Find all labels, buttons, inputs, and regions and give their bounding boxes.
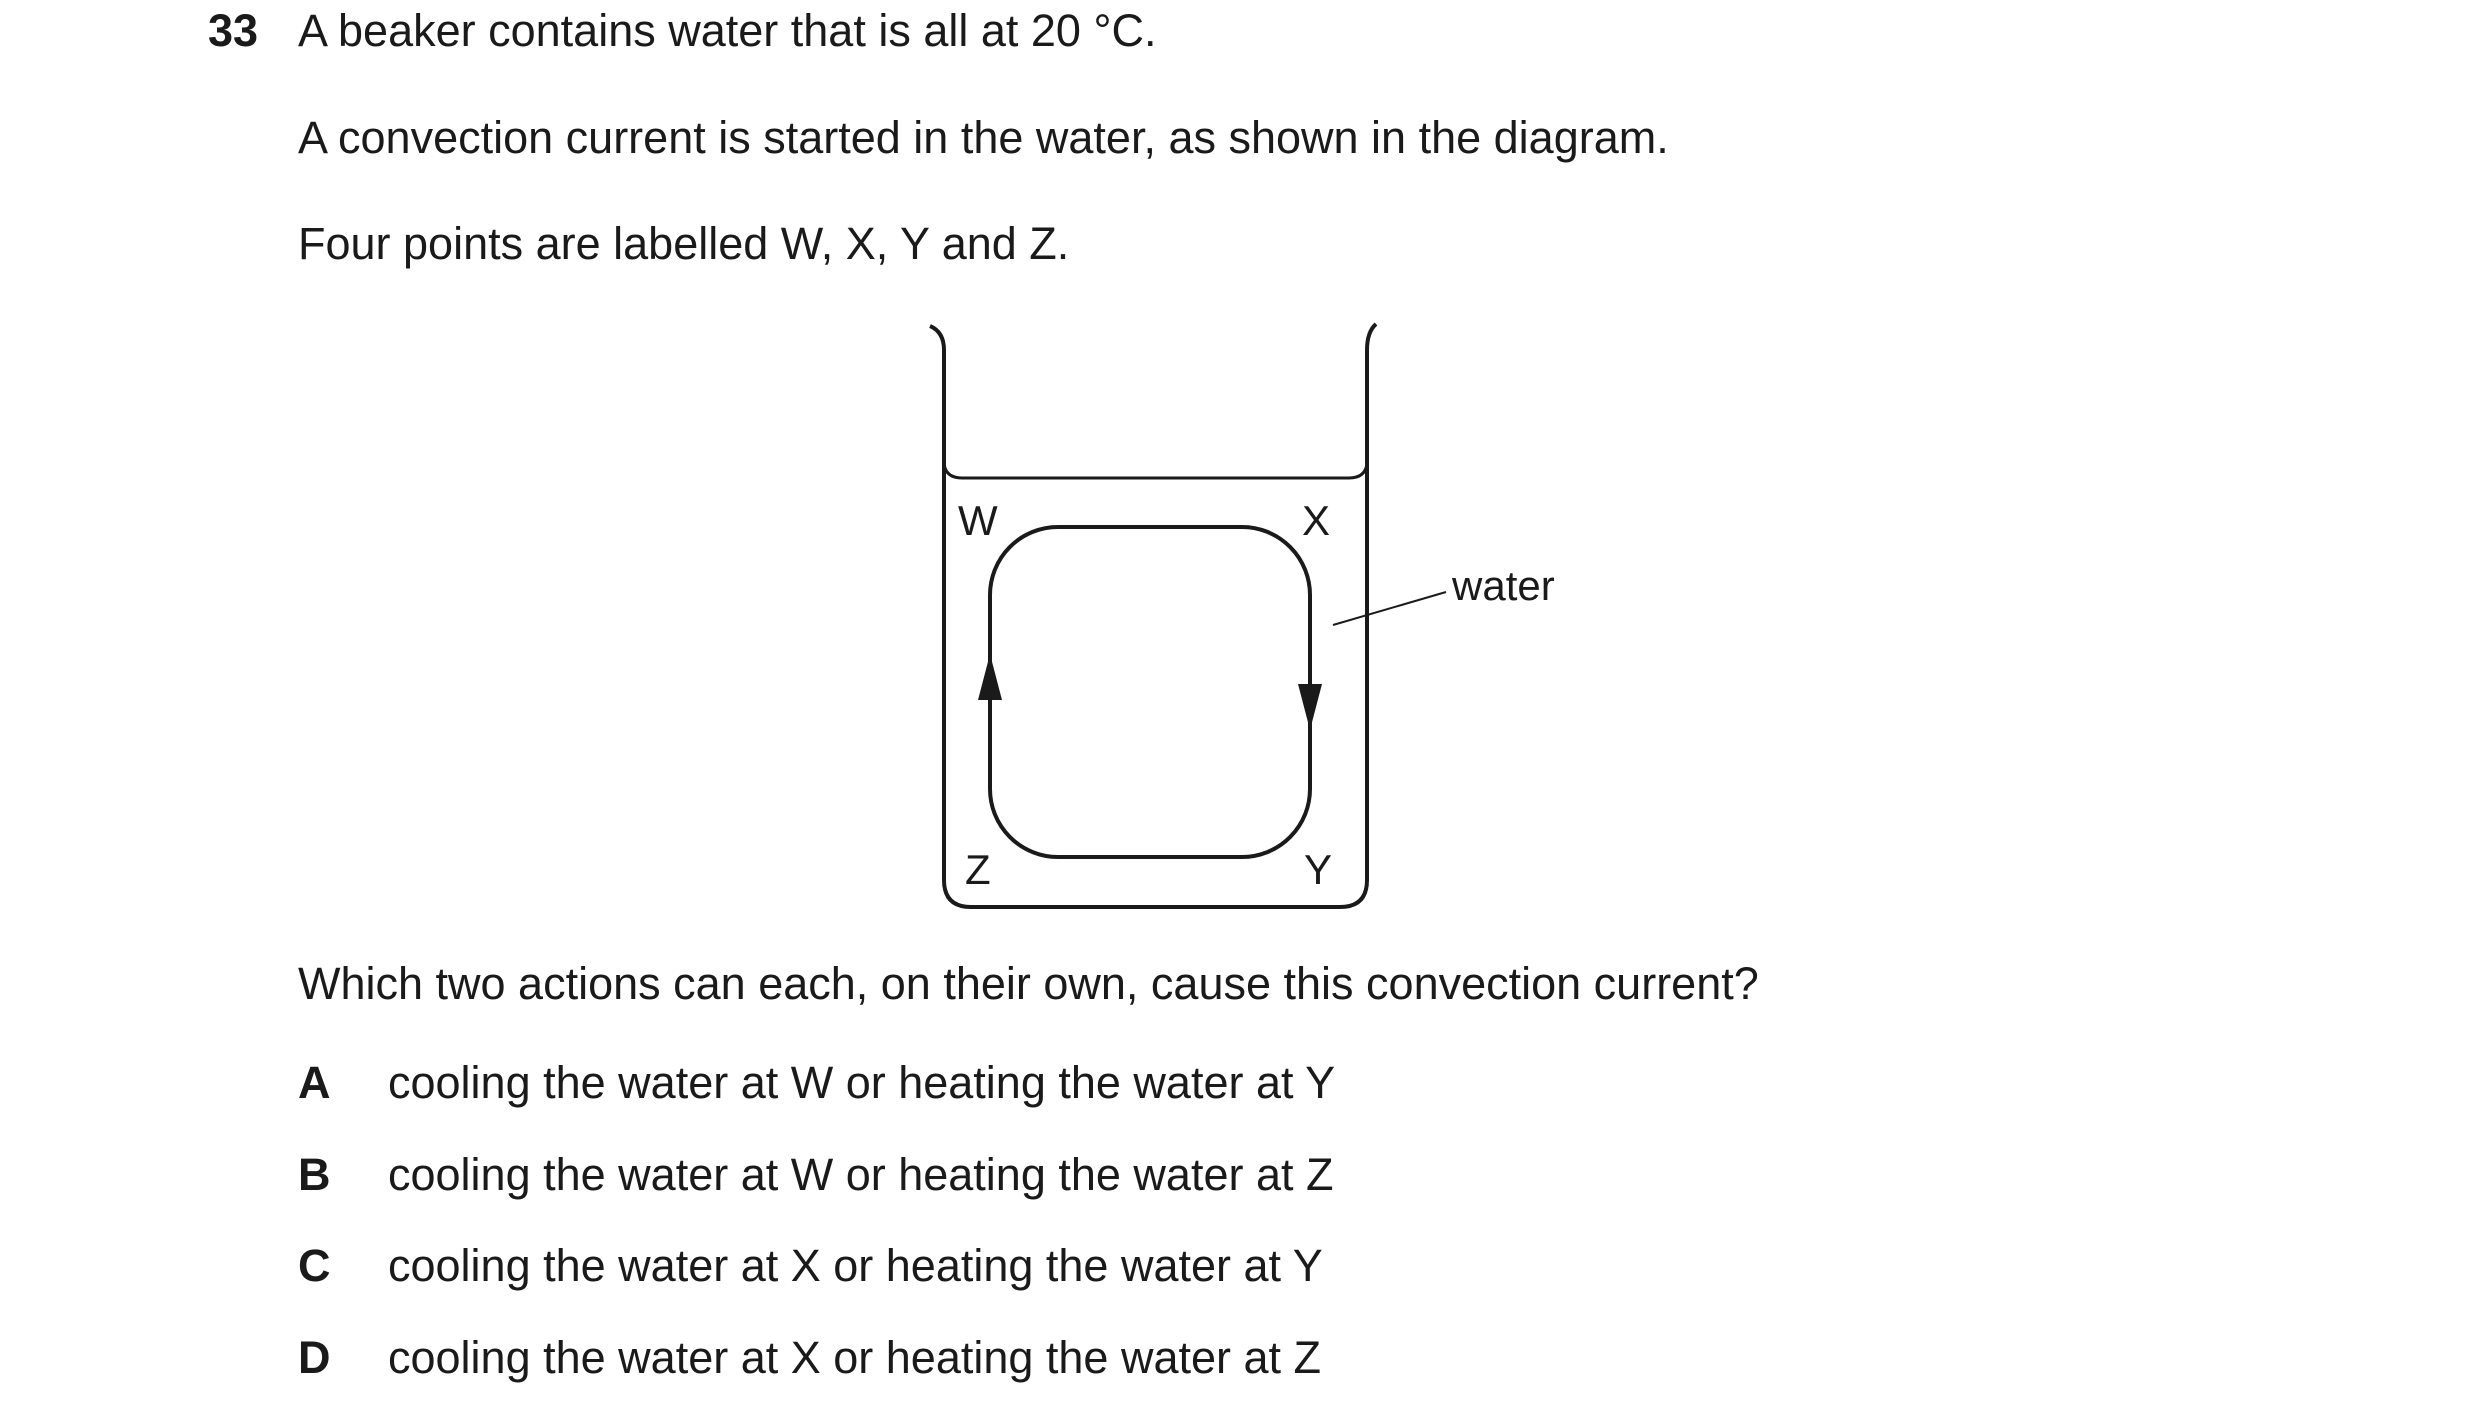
label-w: W [958,497,998,544]
water-leader-line [1333,592,1446,625]
label-x: X [1302,497,1331,544]
option-text: cooling the water at W or heating the water at Z [388,1149,1334,1200]
option-text: cooling the water at W or heating the water at Y [388,1057,1336,1108]
option-letter: C [298,1240,331,1291]
option-text: cooling the water at X or heating the water at Y [388,1240,1323,1291]
question-stem-line2: A convection current is started in the water, as shown in the diagram. [298,112,1669,163]
convection-current-loop [990,527,1310,857]
question-stem-line3: Four points are labelled W, X, Y and Z. [298,218,1070,269]
option-text: cooling the water at X or heating the water at Z [388,1332,1322,1383]
question-prompt: Which two actions can each, on their own, cause this convection current? [298,958,1759,1009]
arrow-up-icon [978,654,1002,700]
label-y: Y [1304,846,1333,893]
water-surface [944,464,1367,478]
arrow-down-icon [1298,684,1322,730]
question-number: 33 [208,5,259,56]
option-letter: B [298,1149,331,1200]
option-letter: D [298,1332,331,1383]
label-water: water [1452,562,1555,609]
label-z: Z [965,846,991,893]
option-letter: A [298,1057,331,1108]
question-stem-line1: A beaker contains water that is all at 20 °C. [298,5,1157,56]
